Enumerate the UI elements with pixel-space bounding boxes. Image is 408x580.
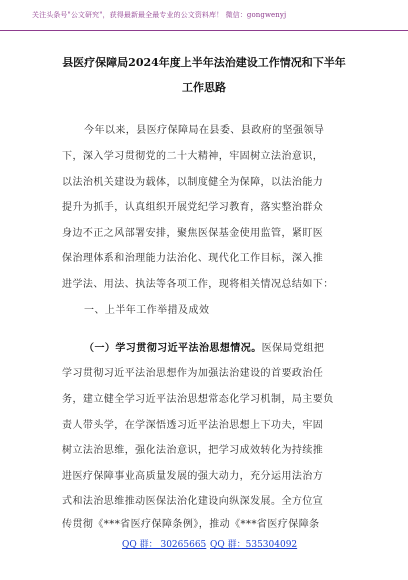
footer: [0, 537, 408, 553]
paragraph-1-line: 下，深入学习贯彻党的二十大精神，牢固树立法治意识，: [62, 151, 324, 162]
paragraph-1-line: 今年以来，县医疗保障局在县委、县政府的坚强领导: [84, 125, 325, 136]
paragraph-1-line: 提升为抓手，认真组织开展党纪学习教育，落实整治群众: [62, 202, 324, 213]
paragraph-1-line: 身边不正之风部署安排，聚焦医保基金使用监管，紧盯医: [62, 228, 324, 239]
paragraph-2-line: 学习贯彻习近平法治思想作为加强法治建设的首要政治任: [62, 368, 324, 379]
subsection-1-heading: （一）学习贯彻习近平法治思想情况。: [84, 343, 262, 354]
section-1-heading: 一、上半年工作举措及成效: [84, 305, 210, 316]
paragraph-2-line: 进医疗保障事业高质量发展的强大动力，充分运用法治方: [62, 471, 324, 482]
paragraph-2-line: 传贯彻《***省医疗保障条例》，推动《***省医疗保障条: [62, 519, 320, 530]
paragraph-1-line: 保治理体系和治理能力法治化、现代化工作目标，深入推: [62, 253, 324, 264]
document-title-line-1: 县医疗保障局2024年度上半年法治建设工作情况和下半年: [62, 56, 346, 69]
subsection-1-lead-line: [84, 342, 384, 356]
paragraph-2-line: 务，建立健全学习近平法治思想常态化学习机制，局主要负: [62, 394, 334, 405]
banner-text: 关注头条号"公文研究"，获得最新最全最专业的公文资料库！ 微信：gongwenyj: [32, 11, 287, 19]
qq-group-link-2[interactable]: QQ 群：535304092: [210, 540, 298, 550]
paragraph-2-line: 式和法治思维推动医保法治化建设向纵深发展。全方位宣: [62, 496, 324, 507]
document-title-line-2: 工作思路: [182, 81, 226, 94]
qq-group-link-1[interactable]: QQ 群： 30265665: [122, 540, 207, 550]
subsection-1-lead-text: 医保局党组把: [261, 343, 325, 354]
paragraph-2-line: 树立法治思维，强化法治意识，把学习成效转化为持续推: [62, 445, 324, 456]
paragraph-2-line: 责人带头学，在学深悟透习近平法治思想上下功夫，牢固: [62, 420, 324, 431]
top-banner: [0, 0, 408, 31]
paragraph-1-line: 进学法、用法、执法等各项工作，现将相关情况总结如下：: [62, 279, 334, 290]
paragraph-1-line: 以法治机关建设为载体，以制度健全为保障，以法治能力: [62, 177, 324, 188]
